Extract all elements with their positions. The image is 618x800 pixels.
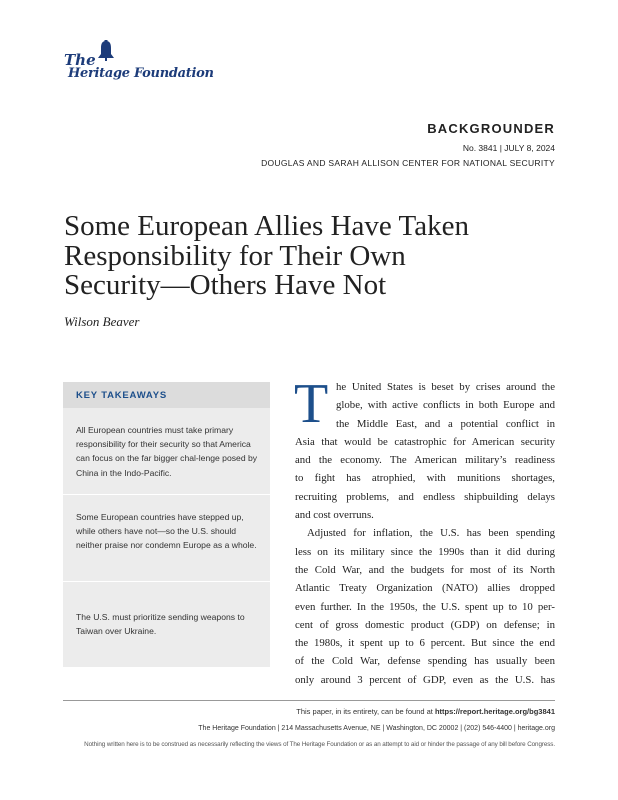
body-line: cent of gross domestic product (GDP) on defense; in [295, 618, 555, 631]
body-line: Adjusted for inflation, the U.S. has been spending [307, 527, 555, 540]
document-type: BACKGROUNDER [427, 121, 555, 136]
takeaway-divider [63, 581, 270, 582]
key-takeaways-header [63, 382, 270, 408]
key-takeaways-heading: KEY TAKEAWAYS [76, 390, 167, 401]
footer-report-link-line [296, 707, 555, 716]
document-number-date: No. 3841 | JULY 8, 2024 [462, 143, 555, 153]
body-line: even further. In the 1950s, the U.S. spent up to 10 per- [295, 600, 555, 613]
liberty-bell-icon [96, 40, 116, 62]
body-text [294, 373, 555, 689]
footer-link-prefix: This paper, in its entirety, can be found at [296, 707, 435, 716]
author: Wilson Beaver [64, 314, 140, 329]
body-line: recruiting problems, and endless shipbuilding delays [295, 490, 555, 503]
title-line: Some European Allies Have Taken [64, 210, 469, 242]
footer-disclaimer: Nothing written here is to be construed as necessarily reflecting the views of The Heritage Foundation or as an attempt to aid or hinder the passage of any bill before Congress. [84, 741, 555, 748]
report-link[interactable]: https://report.heritage.org/bg3841 [434, 707, 555, 716]
body-line: the Middle East, and a potential conflict in [336, 417, 555, 430]
footer-rule [63, 700, 555, 701]
logo-the: The [64, 51, 96, 69]
drop-cap: T [294, 373, 329, 435]
key-takeaways-box [63, 382, 270, 667]
body-line: Asia that would be catastrophic for American security [295, 435, 555, 448]
takeaway-item: All European countries must take primary responsibility for their security so that America can focus on the far bigger chal-lenge posed by China in the Indo-Pacific. [76, 425, 258, 478]
title-line: Security—Others Have Not [64, 269, 387, 301]
takeaway-item: Some European countries have stepped up, while others have not—so the U.S. should neither praise nor condemn Europe as a whole. [76, 512, 257, 551]
title-line: Responsibility for Their Own [64, 239, 406, 272]
body-line: only around 3 percent of GDP, even as the U.S. has [295, 673, 555, 686]
body-line: he United States is beset by crises around the [336, 381, 555, 393]
page-title [64, 212, 564, 301]
logo-name: Heritage Foundation [68, 66, 214, 81]
takeaway-item: The U.S. must prioritize sending weapons to Taiwan over Ukraine. [76, 612, 245, 637]
takeaway-divider [63, 494, 270, 495]
body-line: and cost overruns. [295, 509, 374, 522]
body-line: Atlantic Treaty Organization (NATO) allies dropped [295, 582, 555, 595]
body-line: the Cold War, and the budgets for most of its North [295, 563, 555, 576]
body-line: globe, with active conflicts in both Europe and [336, 399, 555, 412]
center-name: DOUGLAS AND SARAH ALLISON CENTER FOR NATIONAL SECURITY [261, 158, 555, 168]
body-line: of the Cold War, defense spending has usually been [295, 655, 555, 668]
body-line: the 1980s, it spent up to 6 percent. But since the end [295, 637, 555, 650]
body-line: and the economy. The American military’s readiness [295, 454, 555, 467]
footer-address: The Heritage Foundation | 214 Massachusetts Avenue, NE | Washington, DC 20002 | (202) 546-4400 | heritage.org [198, 725, 555, 732]
body-line: less on its military since the 1990s than it did during [295, 545, 555, 558]
heritage-logo [64, 40, 214, 84]
body-line: to fight has atrophied, with munitions shortages, [295, 472, 555, 485]
